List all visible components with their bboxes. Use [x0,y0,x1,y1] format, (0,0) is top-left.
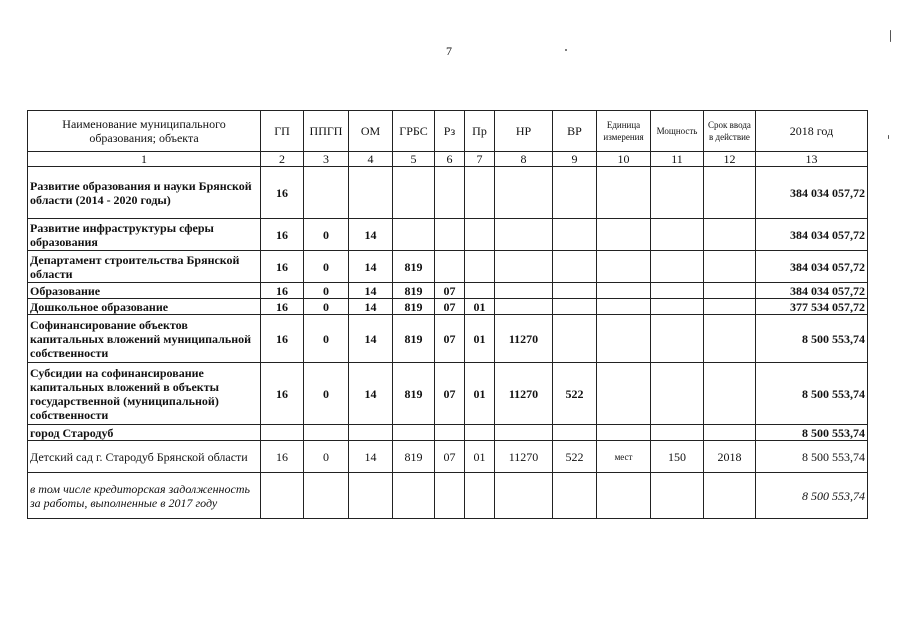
cell-nr [495,219,553,251]
cell-term [704,363,756,425]
cell-unit [597,425,651,441]
cell-amount: 8 500 553,74 [756,441,868,473]
cell-rz: 07 [435,299,465,315]
cell-name: Развитие инфраструктуры сферы образования [28,219,261,251]
cell-unit [597,283,651,299]
cell-gp [261,473,304,519]
cell-capacity [651,473,704,519]
cell-gp [261,425,304,441]
col-header-rz: Рз [435,111,465,152]
cell-ppgp: 0 [304,299,349,315]
cell-name: Развитие образования и науки Брянской области (2014 - 2020 годы) [28,167,261,219]
cell-capacity [651,219,704,251]
cell-capacity [651,167,704,219]
cell-capacity [651,363,704,425]
column-number: 2 [261,152,304,167]
cell-pr: 01 [465,315,495,363]
col-header-nr: НР [495,111,553,152]
cell-vr [553,299,597,315]
cell-pr [465,425,495,441]
cell-vr [553,315,597,363]
cell-grbs: 819 [393,315,435,363]
cell-rz: 07 [435,363,465,425]
cell-om [349,425,393,441]
cell-pr: 01 [465,363,495,425]
cell-unit [597,251,651,283]
scan-edge-mark [890,30,891,42]
cell-ppgp [304,425,349,441]
cell-name: Образование [28,283,261,299]
cell-name: в том числе кредиторская задолженность за работы, выполненные в 2017 году [28,473,261,519]
cell-name: Детский сад г. Стародуб Брянской области [28,441,261,473]
cell-capacity [651,315,704,363]
cell-amount: 384 034 057,72 [756,283,868,299]
cell-gp: 16 [261,251,304,283]
table-row [28,315,868,363]
table-row [28,219,868,251]
cell-term [704,315,756,363]
col-header-gp: ГП [261,111,304,152]
col-header-ppgp: ППГП [304,111,349,152]
cell-om: 14 [349,299,393,315]
col-header-vr: ВР [553,111,597,152]
cell-nr: 11270 [495,363,553,425]
cell-rz: 07 [435,283,465,299]
cell-rz [435,473,465,519]
cell-unit [597,473,651,519]
column-number: 7 [465,152,495,167]
cell-term [704,299,756,315]
cell-amount: 384 034 057,72 [756,251,868,283]
cell-vr [553,473,597,519]
cell-amount: 8 500 553,74 [756,315,868,363]
cell-term [704,167,756,219]
cell-unit [597,299,651,315]
cell-term [704,251,756,283]
cell-pr [465,283,495,299]
table-row [28,441,868,473]
cell-grbs [393,219,435,251]
cell-om: 14 [349,251,393,283]
cell-vr [553,425,597,441]
col-header-name: Наименование муниципального образования; объекта [28,111,261,152]
cell-gp: 16 [261,167,304,219]
cell-nr [495,283,553,299]
col-header-year: 2018 год [756,111,868,152]
col-header-pr: Пр [465,111,495,152]
cell-pr [465,219,495,251]
cell-amount: 377 534 057,72 [756,299,868,315]
page-number: 7 [446,44,452,58]
cell-amount: 384 034 057,72 [756,167,868,219]
cell-name: Софинансирование объектов капитальных вложений муниципальной собственности [28,315,261,363]
cell-nr [495,425,553,441]
cell-amount: 384 034 057,72 [756,219,868,251]
cell-om: 14 [349,219,393,251]
cell-vr [553,251,597,283]
column-number: 8 [495,152,553,167]
cell-om: 14 [349,441,393,473]
cell-om: 14 [349,315,393,363]
cell-amount: 8 500 553,74 [756,473,868,519]
cell-rz [435,167,465,219]
cell-ppgp: 0 [304,315,349,363]
cell-gp: 16 [261,441,304,473]
cell-ppgp [304,167,349,219]
cell-amount: 8 500 553,74 [756,425,868,441]
column-number-row [28,152,868,167]
column-number: 3 [304,152,349,167]
cell-nr [495,251,553,283]
column-number: 1 [28,152,261,167]
cell-rz [435,425,465,441]
cell-om [349,167,393,219]
col-header-capacity: Мощность [651,111,704,152]
cell-term [704,473,756,519]
cell-name: Департамент строительства Брянской области [28,251,261,283]
cell-ppgp: 0 [304,219,349,251]
cell-capacity [651,251,704,283]
cell-ppgp: 0 [304,251,349,283]
cell-grbs [393,425,435,441]
col-header-unit: Единица измерения [597,111,651,152]
col-header-om: ОМ [349,111,393,152]
cell-grbs: 819 [393,299,435,315]
column-number: 11 [651,152,704,167]
cell-gp: 16 [261,299,304,315]
table-row [28,299,868,315]
column-number: 5 [393,152,435,167]
cell-capacity [651,299,704,315]
cell-rz [435,251,465,283]
cell-rz [435,219,465,251]
cell-rz: 07 [435,441,465,473]
cell-vr: 522 [553,441,597,473]
cell-capacity: 150 [651,441,704,473]
cell-grbs: 819 [393,251,435,283]
table-row [28,167,868,219]
col-header-grbs: ГРБС [393,111,435,152]
header-row [28,111,868,152]
column-number: 10 [597,152,651,167]
cell-nr: 11270 [495,315,553,363]
scan-speck [565,49,567,51]
cell-unit [597,219,651,251]
budget-table [27,110,868,519]
cell-unit [597,315,651,363]
table-body [28,167,868,519]
column-number: 9 [553,152,597,167]
column-number: 6 [435,152,465,167]
cell-grbs: 819 [393,363,435,425]
cell-nr [495,299,553,315]
cell-nr [495,473,553,519]
cell-term [704,425,756,441]
cell-ppgp: 0 [304,441,349,473]
table-row [28,283,868,299]
cell-unit [597,363,651,425]
cell-unit [597,167,651,219]
cell-capacity [651,283,704,299]
cell-pr: 01 [465,441,495,473]
cell-ppgp [304,473,349,519]
cell-pr: 01 [465,299,495,315]
cell-name: город Стародуб [28,425,261,441]
cell-rz: 07 [435,315,465,363]
cell-om [349,473,393,519]
cell-ppgp: 0 [304,363,349,425]
scan-edge-mark [888,135,889,139]
cell-grbs [393,167,435,219]
cell-name: Дошкольное образование [28,299,261,315]
cell-pr [465,167,495,219]
cell-ppgp: 0 [304,283,349,299]
column-number: 4 [349,152,393,167]
cell-capacity [651,425,704,441]
cell-vr [553,283,597,299]
cell-term [704,283,756,299]
cell-unit: мест [597,441,651,473]
cell-grbs: 819 [393,441,435,473]
cell-gp: 16 [261,283,304,299]
column-number: 13 [756,152,868,167]
column-number: 12 [704,152,756,167]
cell-om: 14 [349,283,393,299]
table-row [28,251,868,283]
cell-nr [495,167,553,219]
cell-gp: 16 [261,315,304,363]
cell-term [704,219,756,251]
cell-om: 14 [349,363,393,425]
col-header-term: Срок ввода в действие [704,111,756,152]
cell-vr [553,167,597,219]
table-row [28,425,868,441]
cell-amount: 8 500 553,74 [756,363,868,425]
cell-nr: 11270 [495,441,553,473]
cell-grbs [393,473,435,519]
cell-gp: 16 [261,363,304,425]
cell-vr: 522 [553,363,597,425]
cell-pr [465,251,495,283]
cell-term: 2018 [704,441,756,473]
table-row [28,473,868,519]
cell-pr [465,473,495,519]
cell-vr [553,219,597,251]
cell-gp: 16 [261,219,304,251]
cell-name: Субсидии на софинансирование капитальных вложений в объекты государственной (муниципальной) собственности [28,363,261,425]
cell-grbs: 819 [393,283,435,299]
table-row [28,363,868,425]
